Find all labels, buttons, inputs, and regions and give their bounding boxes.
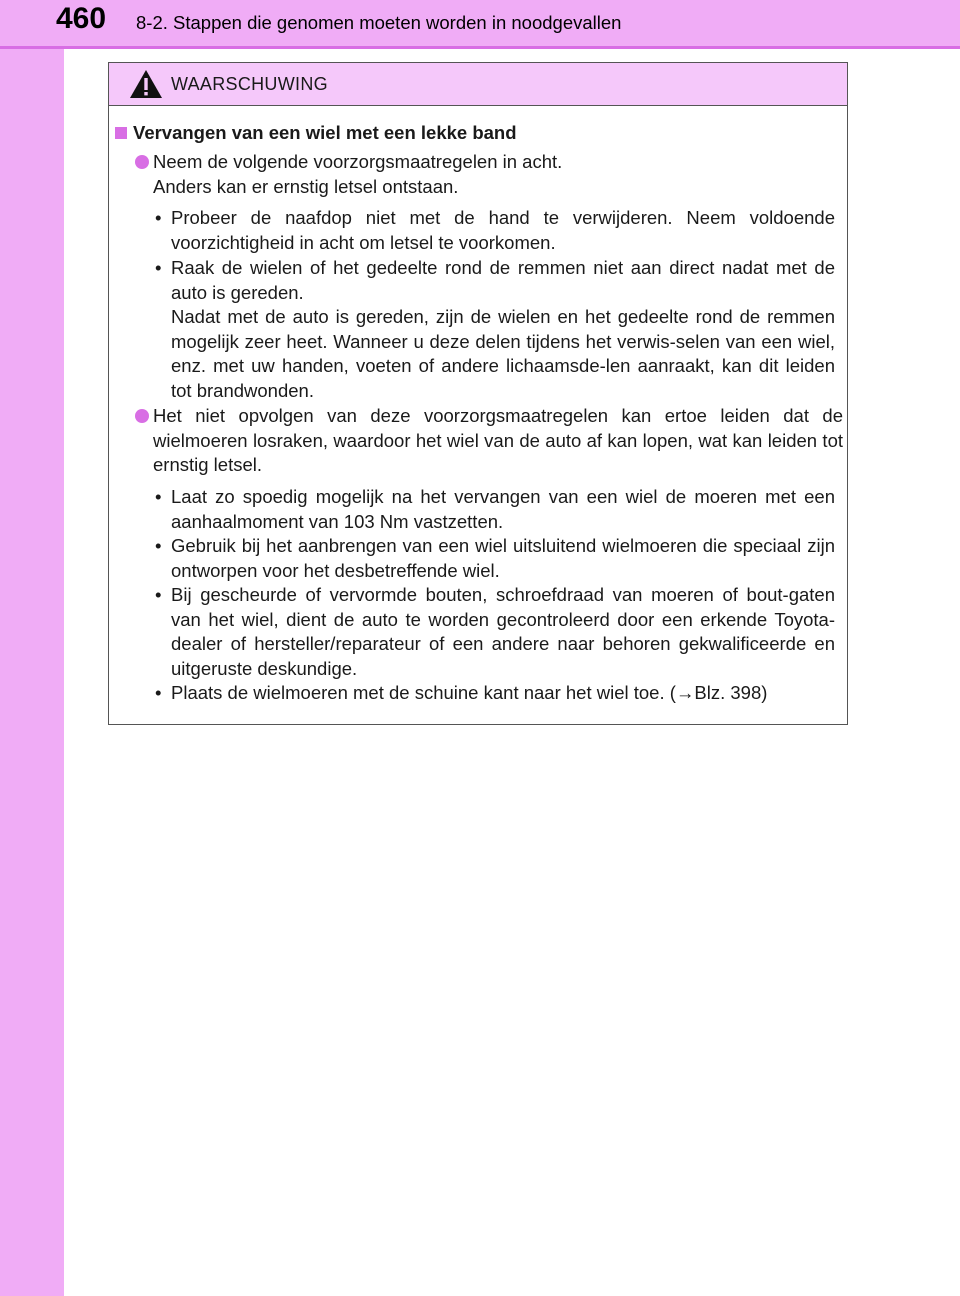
side-margin-band [0,0,64,1296]
warning-heading: Vervangen van een wiel met een lekke band [133,122,517,143]
header-divider [0,46,960,49]
bullet: • [155,682,162,703]
item-text: Raak de wielen of het gedeelte rond de remmen niet aan direct nadat met de auto is gereden. [171,257,835,303]
warning-triangle-icon [129,69,163,99]
list-item [155,206,835,255]
bullet: • [155,207,162,228]
list-item [155,583,835,681]
item-text: Probeer de naafdop niet met de hand te verwijderen. Neem voldoende voorzichtigheid in acht om letsel te voorkomen. [171,207,835,253]
page-number: 460 [56,2,107,35]
item-text: Plaats de wielmoeren met de schuine kant naar het wiel toe. (→Blz. 398) [171,682,768,703]
bullet: • [155,486,162,507]
item-extra-text: Nadat met de auto is gereden, zijn de wielen en het gedeelte rond de remmen mogelijk zeer heet. Wanneer u deze delen tijdens het verwis-selen van een wiel, enz. met uw handen, voeten of andere lichaamsde-len aanraakt, kan dit leiden tot brandwonden. [171,306,835,401]
item-text: Bij gescheurde of vervormde bouten, schroefdraad van moeren of bout-gaten van het wiel, dient de auto te worden gecontroleerd door een erkende Toyota-dealer of hersteller/reparateur of een andere naar behoren gekwalificeerde en uitgeruste deskundige. [171,584,835,679]
round-bullet-icon [135,409,149,423]
bullet: • [155,535,162,556]
bullet: • [155,584,162,605]
item-text: Gebruik bij het aanbrengen van een wiel uitsluitend wielmoeren die speciaal zijn ontworpen voor het desbetreffende wiel. [171,535,835,581]
section-title: 8-2. Stappen die genomen moeten worden in noodgevallen [136,12,622,33]
list-item [155,485,835,534]
bullet: • [155,257,162,278]
warning-box [108,62,848,725]
point2-text: Het niet opvolgen van deze voorzorgsmaatregelen kan ertoe leiden dat de wielmoeren losraken, waardoor het wiel van de auto af kan lopen, wat kan leiden tot ernstig letsel. [153,405,843,475]
point1-line2: Anders kan er ernstig letsel ontstaan. [153,176,459,197]
warning-label: WAARSCHUWING [171,74,328,94]
list-item [155,681,835,706]
warning-header [109,63,847,106]
round-bullet-icon [135,155,149,169]
list-item [155,256,835,305]
item-text: Laat zo spoedig mogelijk na het vervangen van een wiel de moeren met een aanhaalmoment van 103 Nm vastzetten. [171,486,835,532]
point1-line1: Neem de volgende voorzorgsmaatregelen in acht. [153,151,563,172]
list-item [155,534,835,583]
square-bullet-icon [115,127,127,139]
